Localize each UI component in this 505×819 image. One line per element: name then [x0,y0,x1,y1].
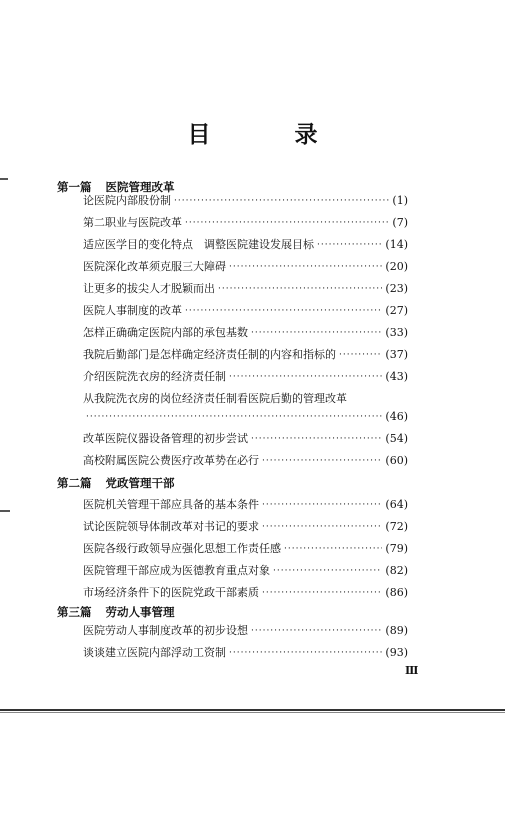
entry-page: (89) [385,624,408,637]
entry-title: 市场经济条件下的医院党政干部素质 [83,586,259,599]
toc-entry[interactable] [83,212,408,234]
entry-title: 医院人事制度的改革 [83,304,182,317]
entry-page: (46) [385,410,408,423]
entry-title: 医院机关管理干部应具备的基本条件 [83,498,259,511]
toc-entry[interactable] [83,190,408,212]
toc-entry-title-wrapped[interactable]: 从我院洗衣房的岗位经济责任制看医院后勤的管理改革 [83,392,347,405]
entry-page: (43) [385,370,408,383]
section-number: 第三篇 [57,605,92,619]
toc-entry[interactable] [83,366,408,388]
entry-page: (54) [385,432,408,445]
dot-leader [262,494,382,516]
entry-page: (23) [385,282,408,295]
entry-page: (60) [385,454,408,467]
dot-leader [317,234,382,256]
dot-leader [284,538,382,560]
dot-leader [174,190,389,212]
entry-page: (27) [385,304,408,317]
toc-entry[interactable] [83,494,408,516]
entry-title: 我院后勤部门是怎样确定经济责任制的内容和指标的 [83,348,336,361]
toc-entry[interactable] [83,344,408,366]
entry-page: (79) [385,542,408,555]
section-number: 第二篇 [57,476,92,490]
section-number: 第一篇 [57,180,92,194]
toc-entry[interactable] [83,322,408,344]
entry-title: 高校附属医院公费医疗改革势在必行 [83,454,259,467]
entry-title: 论医院内部股份制 [83,194,171,207]
entry-title: 谈谈建立医院内部浮动工资制 [83,646,226,659]
section-title: 医院管理改革 [105,180,175,194]
dot-leader [218,278,382,300]
entry-title: 试论医院领导体制改革对书记的要求 [83,520,259,533]
dot-leader [185,300,382,322]
entry-page: (33) [385,326,408,339]
dot-leader [229,642,382,664]
entry-title: 让更多的拔尖人才脱颖而出 [83,282,215,295]
entry-page: (14) [385,238,408,251]
toc-entry[interactable] [83,300,408,322]
entry-page: (20) [385,260,408,273]
entry-title: 医院深化改革须克服三大障碍 [83,260,226,273]
scan-artifact [0,510,10,512]
toc-entry[interactable] [83,642,408,664]
dot-leader [339,344,382,366]
dot-leader [251,322,382,344]
scan-artifact [0,178,8,180]
section-heading-2 [57,472,175,494]
page-bottom-rule-shadow [0,712,505,713]
entry-page: (72) [385,520,408,533]
page-title: 目 录 [187,122,356,148]
toc-entry[interactable] [83,620,408,642]
entry-page: (64) [385,498,408,511]
dot-leader [229,366,382,388]
dot-leader [273,560,382,582]
entry-title: 医院劳动人事制度改革的初步设想 [83,624,248,637]
entry-title: 医院各级行政领导应强化思想工作责任感 [83,542,281,555]
entry-page: (37) [385,348,408,361]
toc-entry[interactable] [83,234,408,256]
dot-leader [229,256,382,278]
entry-title: 介绍医院洗衣房的经济责任制 [83,370,226,383]
toc-entry-continuation[interactable] [83,406,408,428]
toc-entry[interactable] [83,428,408,450]
toc-entry[interactable] [83,560,408,582]
entry-title: 怎样正确确定医院内部的承包基数 [83,326,248,339]
dot-leader [251,428,382,450]
toc-entry[interactable] [83,256,408,278]
entry-title: 改革医院仪器设备管理的初步尝试 [83,432,248,445]
entry-page: (82) [385,564,408,577]
dot-leader [185,212,389,234]
page-number: Ⅲ [405,664,419,677]
entry-page: (93) [385,646,408,659]
dot-leader [262,582,382,604]
toc-entry[interactable] [83,538,408,560]
entry-title: 第二职业与医院改革 [83,216,182,229]
toc-entry[interactable] [83,450,408,472]
dot-leader [251,620,382,642]
page-bottom-rule [0,709,505,711]
dot-leader [262,450,382,472]
dot-leader [262,516,382,538]
dot-leader [86,406,382,428]
toc-entry[interactable] [83,278,408,300]
entry-page: (7) [392,216,408,229]
entry-page: (86) [385,586,408,599]
entry-title: 适应医学目的变化特点 调整医院建设发展目标 [83,238,314,251]
entry-title: 医院管理干部应成为医德教育重点对象 [83,564,270,577]
toc-entry[interactable] [83,516,408,538]
section-title: 劳动人事管理 [105,605,175,619]
entry-page: (1) [392,194,408,207]
section-title: 党政管理干部 [105,476,175,490]
